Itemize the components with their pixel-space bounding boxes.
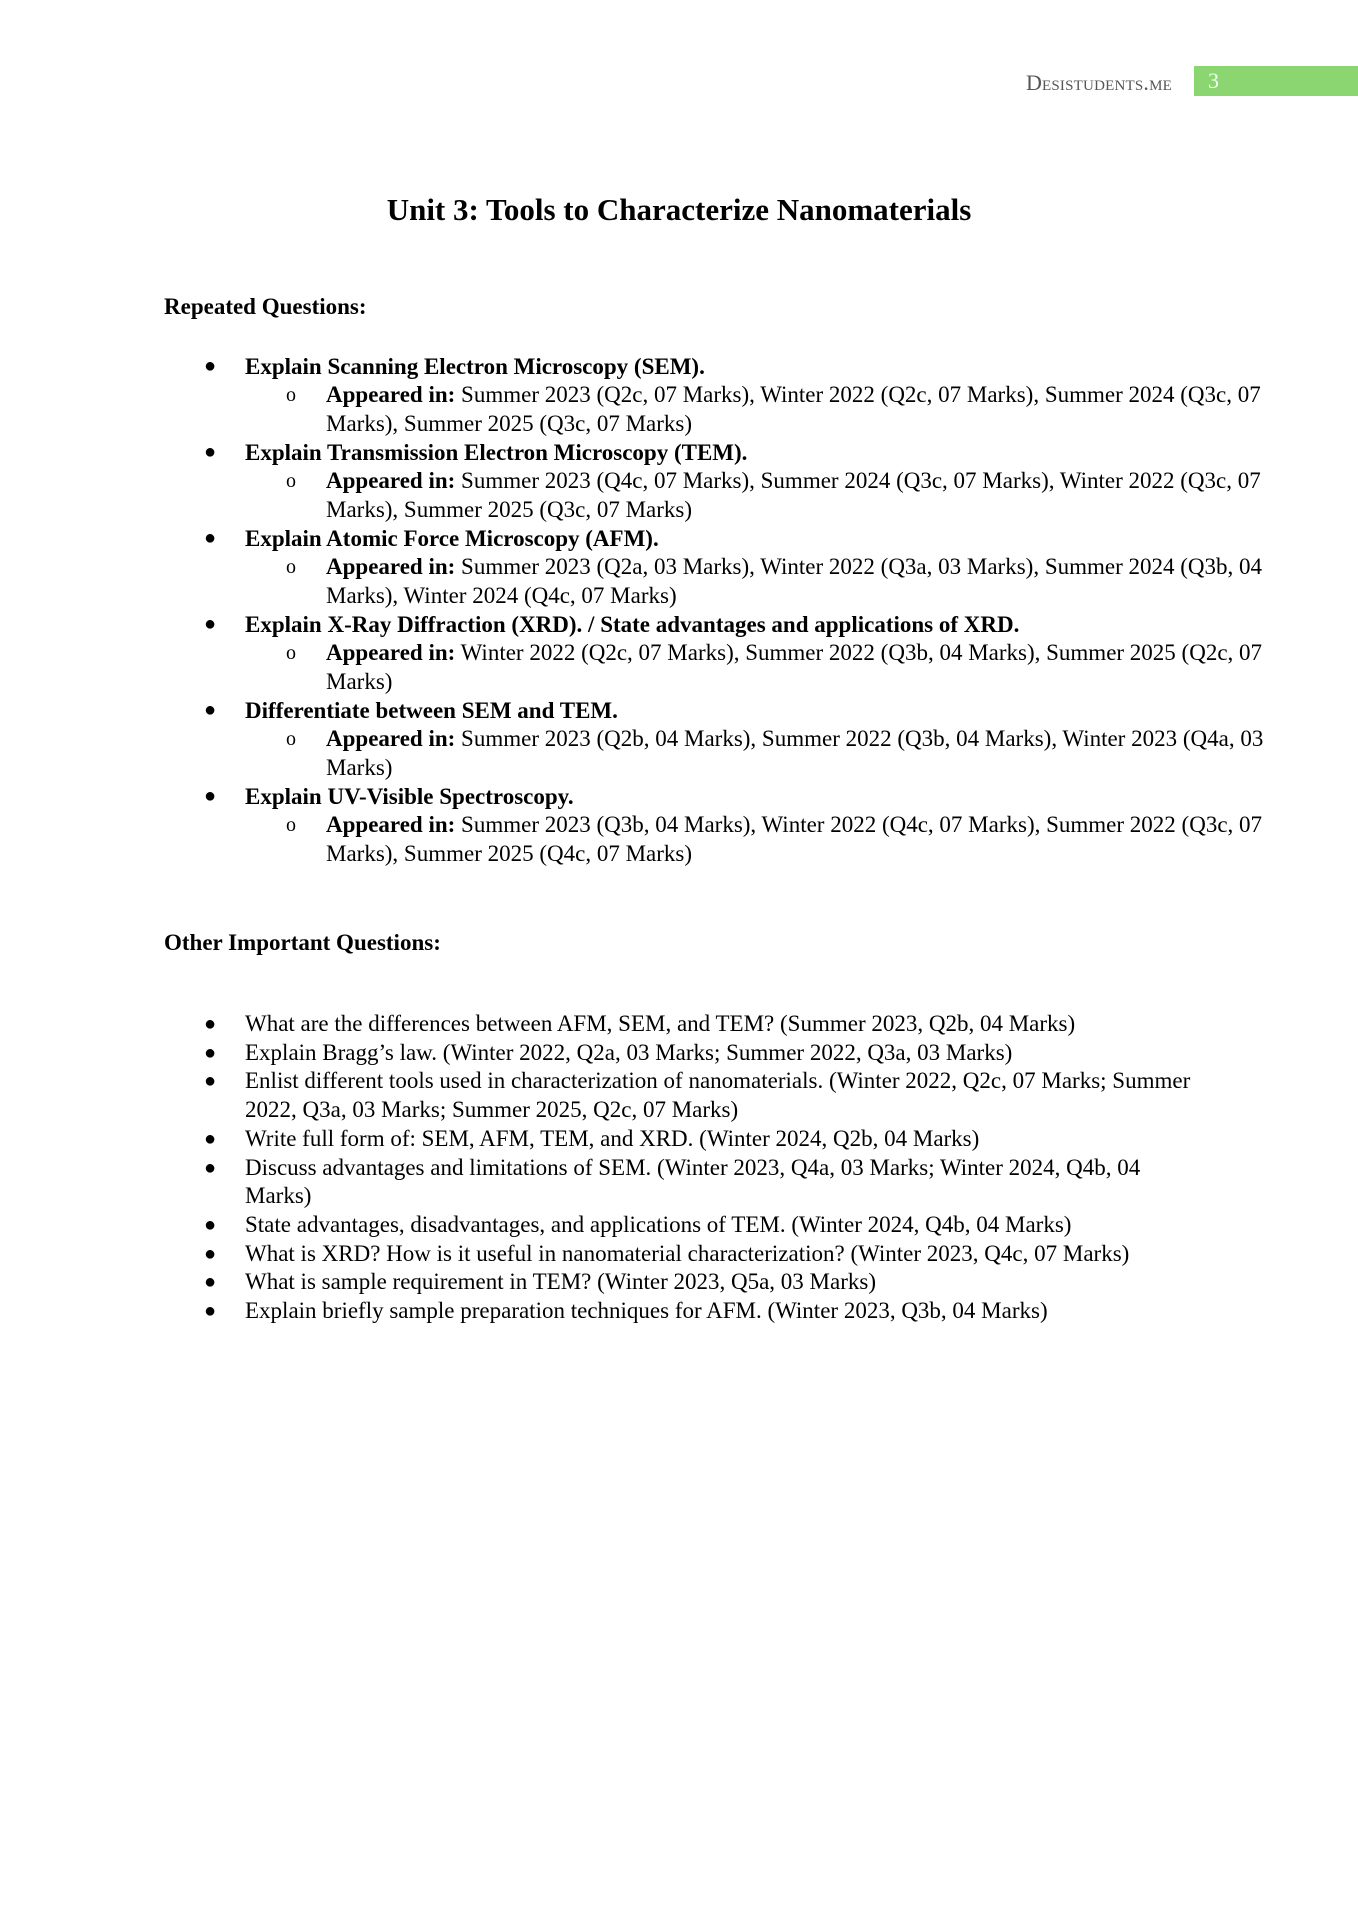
appeared-in-label: Appeared in: <box>326 554 456 579</box>
bullet-icon: ● <box>204 1013 217 1035</box>
bullet-icon: ● <box>204 699 217 721</box>
repeated-questions-heading: Repeated Questions: <box>164 294 367 319</box>
appeared-in-item <box>164 553 1263 610</box>
circle-bullet-icon: o <box>286 556 296 578</box>
other-question-item <box>164 1067 1224 1124</box>
other-question-item <box>164 1010 1224 1039</box>
other-question-item <box>164 1125 1224 1154</box>
bullet-icon: ● <box>204 1242 217 1265</box>
appeared-in-label: Appeared in: <box>326 640 456 665</box>
other-question-item <box>164 1297 1224 1326</box>
appeared-in-value: Summer 2023 (Q2c, 07 Marks), Winter 2022 (Q2c, 07 Marks), Summer 2024 (Q3c, 07 Marks), Summer 2025 (Q3c, 07 Marks) <box>326 382 1261 436</box>
bullet-icon: ● <box>204 441 217 463</box>
question-text: Write full form of: SEM, AFM, TEM, and XRD. (Winter 2024, Q2b, 04 Marks) <box>245 1125 980 1151</box>
repeated-question-item <box>164 438 1261 524</box>
bullet-icon: ● <box>204 1271 217 1294</box>
question-text: Differentiate between SEM and TEM. <box>245 698 618 723</box>
page-title-text: Unit 3: Tools to Characterize Nanomaterials <box>386 192 972 227</box>
repeated-question-item <box>164 696 1264 782</box>
appeared-in-label: Appeared in: <box>326 382 456 407</box>
circle-bullet-icon: o <box>286 470 296 492</box>
bullet-icon: ● <box>204 785 217 807</box>
question-text: Enlist different tools used in characterization of nanomaterials. (Winter 2022, Q2c, 07 Marks; Summer 2022, Q3a, 03 Marks; Summer 2025, Q2c, 07 Marks) <box>245 1068 1191 1123</box>
bullet-icon: ● <box>204 355 217 377</box>
other-questions-list <box>164 1010 1224 1326</box>
other-question-item <box>164 1039 1224 1068</box>
page-title <box>0 192 1358 228</box>
appeared-in-text <box>326 725 1286 782</box>
repeated-question-item <box>164 610 1263 696</box>
question-text: Discuss advantages and limitations of SEM. (Winter 2023, Q4a, 03 Marks; Winter 2024, Q4b, 04 Marks) <box>245 1154 1141 1209</box>
bullet-icon: ● <box>204 1041 217 1064</box>
other-question-item <box>164 1268 1224 1297</box>
appeared-in-value: Summer 2023 (Q2a, 03 Marks), Winter 2022 (Q3a, 03 Marks), Summer 2024 (Q3b, 04 Marks), Winter 2024 (Q4c, 07 Marks) <box>326 554 1263 608</box>
question-text: State advantages, disadvantages, and applications of TEM. (Winter 2024, Q4b, 04 Marks) <box>245 1211 1072 1237</box>
page-header <box>0 66 1358 98</box>
other-question-item <box>164 1240 1224 1269</box>
question-text: What is XRD? How is it useful in nanomaterial characterization? (Winter 2023, Q4c, 07 Marks) <box>245 1240 1130 1266</box>
bullet-icon: ● <box>204 1213 217 1236</box>
appeared-in-value: Summer 2023 (Q2b, 04 Marks), Summer 2022 (Q3b, 04 Marks), Winter 2023 (Q4a, 03 Marks) <box>326 726 1264 780</box>
appeared-in-value: Summer 2023 (Q4c, 07 Marks), Summer 2024 (Q3c, 07 Marks), Winter 2022 (Q3c, 07 Marks), Summer 2025 (Q3c, 07 Marks) <box>326 468 1261 522</box>
appeared-in-item <box>164 467 1261 524</box>
appeared-in-value: Summer 2023 (Q3b, 04 Marks), Winter 2022 (Q4c, 07 Marks), Summer 2022 (Q3c, 07 Marks), Summer 2025 (Q4c, 07 Marks) <box>326 812 1263 866</box>
other-question-item <box>164 1154 1224 1211</box>
appeared-in-item <box>164 381 1261 438</box>
repeated-questions-list <box>164 352 1264 868</box>
site-name: Desistudents.me <box>1025 70 1172 95</box>
circle-bullet-icon: o <box>286 814 296 836</box>
appeared-in-text <box>326 639 1286 696</box>
appeared-in-text <box>326 381 1286 438</box>
bullet-icon: ● <box>204 1156 217 1179</box>
bullet-icon: ● <box>204 1070 217 1093</box>
repeated-question-item <box>164 782 1263 868</box>
bullet-icon: ● <box>204 613 217 635</box>
bullet-icon: ● <box>204 1127 217 1150</box>
appeared-in-text <box>326 811 1286 868</box>
question-text: Explain UV-Visible Spectroscopy. <box>245 784 574 809</box>
appeared-in-value: Winter 2022 (Q2c, 07 Marks), Summer 2022 (Q3b, 04 Marks), Summer 2025 (Q2c, 07 Marks) <box>326 640 1263 694</box>
repeated-question-item <box>164 352 1261 438</box>
appeared-in-item <box>164 639 1263 696</box>
appeared-in-text <box>326 467 1286 524</box>
appeared-in-label: Appeared in: <box>326 468 456 493</box>
question-text: Explain Scanning Electron Microscopy (SEM). <box>245 354 705 379</box>
repeated-question-item <box>164 524 1263 610</box>
appeared-in-item <box>164 725 1264 782</box>
question-text: Explain X-Ray Diffraction (XRD). / State advantages and applications of XRD. <box>245 612 1020 637</box>
question-text: What are the differences between AFM, SEM, and TEM? (Summer 2023, Q2b, 04 Marks) <box>245 1011 1076 1036</box>
question-text: Explain Transmission Electron Microscopy (TEM). <box>245 440 748 465</box>
circle-bullet-icon: o <box>286 728 296 750</box>
bullet-icon: ● <box>204 1300 217 1323</box>
page-number-badge <box>1194 66 1358 96</box>
appeared-in-item <box>164 811 1263 868</box>
page-number: 3 <box>1208 68 1219 93</box>
question-text: Explain Bragg’s law. (Winter 2022, Q2a, 03 Marks; Summer 2022, Q3a, 03 Marks) <box>245 1039 1013 1065</box>
circle-bullet-icon: o <box>286 384 296 406</box>
other-questions-heading: Other Important Questions: <box>164 930 441 955</box>
circle-bullet-icon: o <box>286 642 296 664</box>
appeared-in-label: Appeared in: <box>326 812 456 837</box>
other-question-item <box>164 1211 1224 1240</box>
question-text: What is sample requirement in TEM? (Winter 2023, Q5a, 03 Marks) <box>245 1269 876 1295</box>
appeared-in-text <box>326 553 1286 610</box>
appeared-in-label: Appeared in: <box>326 726 456 751</box>
bullet-icon: ● <box>204 527 217 549</box>
question-text: Explain briefly sample preparation techniques for AFM. (Winter 2023, Q3b, 04 Marks) <box>245 1298 1048 1324</box>
question-text: Explain Atomic Force Microscopy (AFM). <box>245 526 659 551</box>
